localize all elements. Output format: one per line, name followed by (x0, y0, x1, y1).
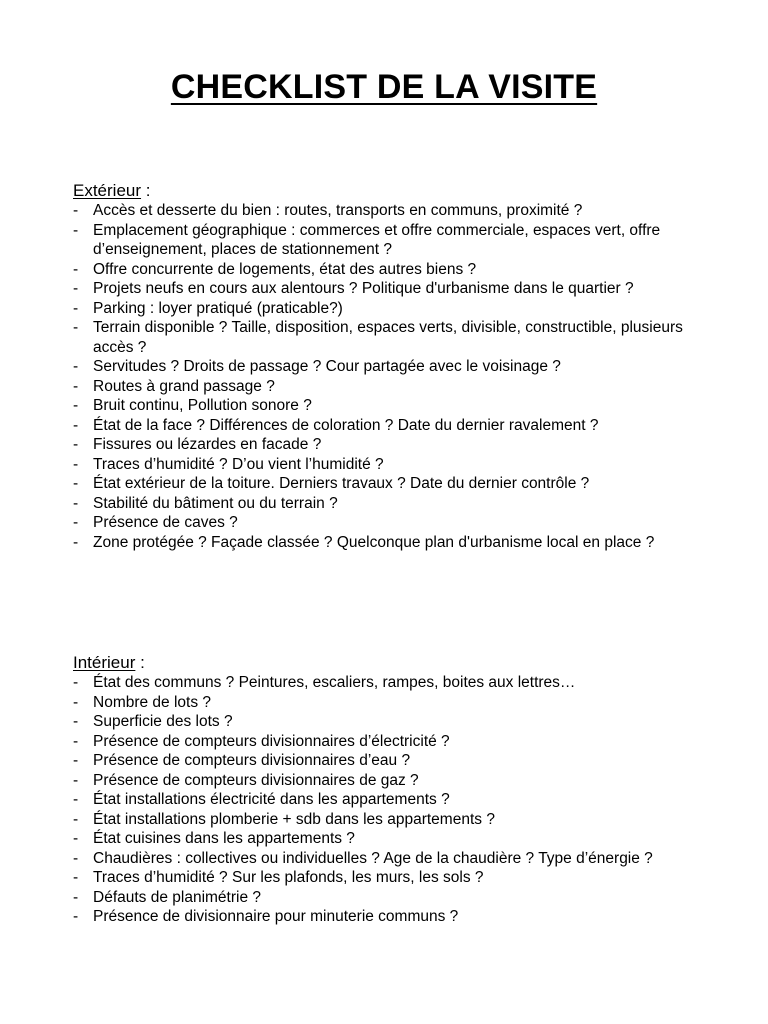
dash-bullet: - (73, 713, 79, 730)
dash-bullet: - (73, 436, 79, 453)
checklist-item-text: Présence de caves ? (93, 514, 238, 531)
section-heading (73, 181, 713, 201)
dash-bullet: - (73, 771, 79, 789)
checklist-item-text: Projets neufs en cours aux alentours ? Politique d'urbanisme dans le quartier ? (93, 280, 634, 297)
checklist-item (73, 513, 713, 533)
dash-bullet: - (73, 260, 79, 278)
dash-bullet: - (73, 869, 79, 886)
dash-bullet: - (73, 475, 79, 492)
dash-bullet: - (73, 693, 79, 711)
checklist-item-text: Stabilité du bâtiment ou du terrain ? (93, 494, 338, 512)
dash-bullet: - (73, 514, 79, 531)
dash-bullet: - (73, 397, 79, 414)
checklist-item-text: Routes à grand passage ? (93, 377, 275, 395)
checklist-item (73, 790, 713, 810)
checklist-item (73, 829, 713, 849)
checklist-item-text: Bruit continu, Pollution sonore ? (93, 397, 312, 414)
checklist-item (73, 888, 713, 908)
dash-bullet: - (73, 830, 79, 847)
checklist-item-text: État cuisines dans les appartements ? (93, 830, 355, 847)
dash-bullet: - (73, 319, 79, 336)
dash-bullet: - (73, 377, 79, 395)
dash-bullet: - (73, 299, 79, 317)
dash-bullet: - (73, 416, 79, 434)
checklist-item (73, 849, 713, 869)
checklist-item-text: Traces d’humidité ? Sur les plafonds, les murs, les sols ? (93, 869, 484, 886)
checklist-item-text: État installations électricité dans les appartements ? (93, 791, 450, 808)
checklist-item (73, 474, 713, 494)
section-interior (73, 653, 713, 927)
section-exterior (73, 181, 713, 552)
checklist-item-text: Servitudes ? Droits de passage ? Cour partagée avec le voisinage ? (93, 358, 561, 375)
dash-bullet: - (73, 674, 79, 691)
dash-bullet: - (73, 908, 79, 925)
dash-bullet: - (73, 202, 79, 219)
checklist-item-text: Zone protégée ? Façade classée ? Quelconque plan d'urbanisme local en place ? (93, 533, 655, 551)
checklist-exterior (73, 201, 713, 552)
dash-bullet: - (73, 221, 79, 239)
checklist-item (73, 318, 713, 357)
checklist-item (73, 221, 713, 260)
dash-bullet: - (73, 810, 79, 828)
checklist-item-text: Accès et desserte du bien : routes, transports en communs, proximité ? (93, 202, 583, 219)
checklist-item-text: Offre concurrente de logements, état des autres biens ? (93, 260, 477, 278)
checklist-item-text: État de la face ? Différences de coloration ? Date du dernier ravalement ? (93, 416, 599, 434)
checklist-item (73, 377, 713, 397)
section-heading (73, 653, 713, 673)
section-heading-label: Intérieur (73, 653, 136, 672)
checklist-item (73, 693, 713, 713)
checklist-item-text: Emplacement géographique : commerces et offre commerciale, espaces vert, offre d’enseignement, places de stationnement ? (93, 221, 661, 258)
checklist-item (73, 732, 713, 752)
checklist-interior (73, 673, 713, 927)
section-heading-colon: : (135, 653, 145, 672)
section-heading-colon: : (141, 181, 151, 200)
checklist-item-text: Nombre de lots ? (93, 693, 212, 711)
section-heading-label: Extérieur (73, 181, 142, 200)
checklist-item (73, 494, 713, 514)
checklist-item-text: Traces d’humidité ? D’ou vient l’humidité ? (93, 455, 384, 473)
dash-bullet: - (73, 732, 79, 750)
checklist-item (73, 435, 713, 455)
checklist-item-text: État des communs ? Peintures, escaliers, rampes, boites aux lettres… (93, 674, 576, 691)
dash-bullet: - (73, 533, 79, 551)
checklist-item (73, 751, 713, 771)
checklist-item (73, 455, 713, 475)
checklist-item-text: Fissures ou lézardes en facade ? (93, 436, 322, 453)
checklist-item-text: Présence de compteurs divisionnaires de gaz ? (93, 771, 419, 789)
checklist-item (73, 416, 713, 436)
dash-bullet: - (73, 888, 79, 906)
checklist-item (73, 357, 713, 377)
checklist-item (73, 868, 713, 888)
checklist-item-text: Superficie des lots ? (93, 713, 233, 730)
dash-bullet: - (73, 358, 79, 375)
dash-bullet: - (73, 752, 79, 769)
checklist-item (73, 810, 713, 830)
checklist-item (73, 260, 713, 280)
checklist-item-text: Présence de compteurs divisionnaires d’électricité ? (93, 732, 450, 750)
dash-bullet: - (73, 494, 79, 512)
checklist-item (73, 907, 713, 927)
checklist-item (73, 279, 713, 299)
checklist-item-text: Chaudières : collectives ou individuelles ? Age de la chaudière ? Type d’énergie ? (93, 849, 653, 867)
checklist-item-text: Parking : loyer pratiqué (praticable?) (93, 299, 343, 317)
checklist-item-text: Défauts de planimétrie ? (93, 888, 262, 906)
page-title: CHECKLIST DE LA VISITE (170, 68, 598, 106)
dash-bullet: - (73, 849, 79, 867)
checklist-item-text: Présence de compteurs divisionnaires d’eau ? (93, 752, 411, 769)
checklist-item-text: État extérieur de la toiture. Derniers travaux ? Date du dernier contrôle ? (93, 475, 590, 492)
checklist-item (73, 299, 713, 319)
checklist-item-text: Présence de divisionnaire pour minuterie communs ? (93, 908, 459, 925)
checklist-item (73, 533, 713, 553)
checklist-item (73, 771, 713, 791)
dash-bullet: - (73, 280, 79, 297)
checklist-item (73, 396, 713, 416)
checklist-item (73, 673, 713, 693)
dash-bullet: - (73, 455, 79, 473)
checklist-item (73, 712, 713, 732)
checklist-item-text: État installations plomberie + sdb dans les appartements ? (93, 810, 495, 828)
checklist-item-text: Terrain disponible ? Taille, disposition, espaces verts, divisible, constructible, plusieurs accès ? (93, 319, 683, 356)
checklist-item (73, 201, 713, 221)
dash-bullet: - (73, 791, 79, 808)
